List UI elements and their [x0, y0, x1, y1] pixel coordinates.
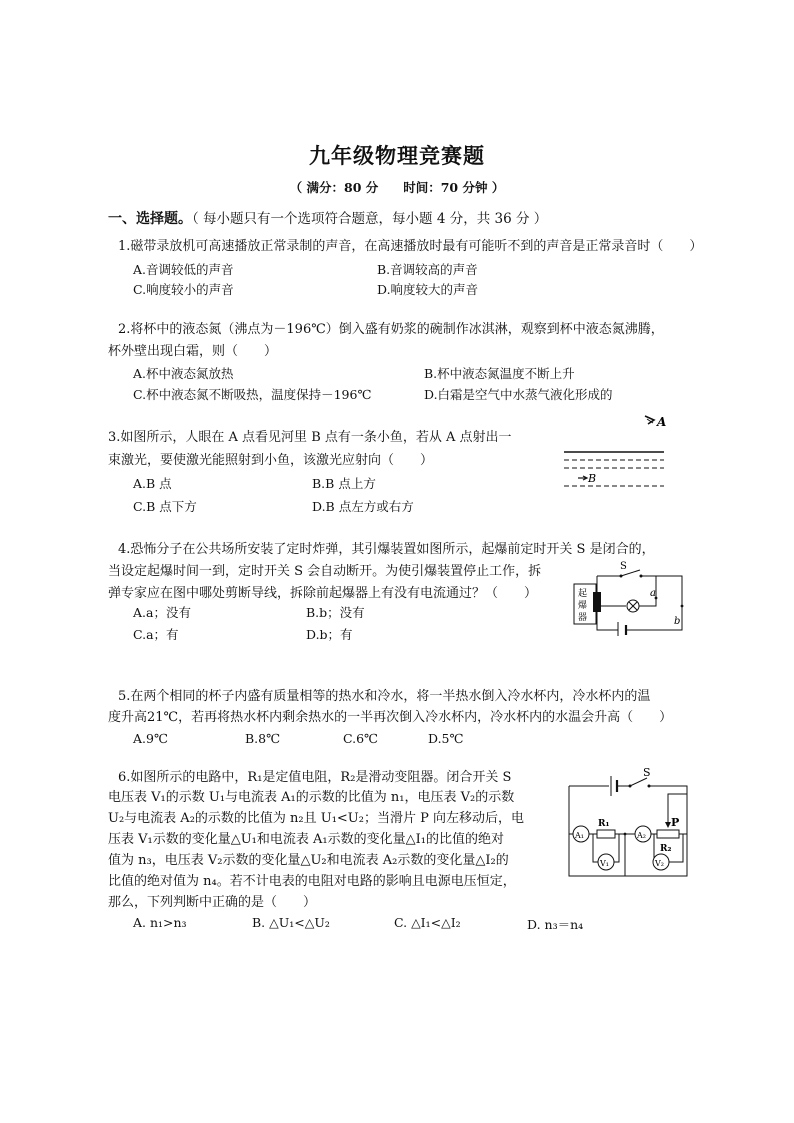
q4-option-c: C.a；有	[133, 627, 179, 642]
q4-line-1: 4.恐怖分子在公共场所安装了定时炸弹，其引爆装置如图所示，起爆前定时开关 S 是闭合的，	[118, 542, 655, 557]
q2-option-c: C.杯中液态氮不断吸热，温度保持－196℃	[133, 387, 372, 402]
fig-detonator-1: 起	[578, 589, 588, 599]
q3-line-2: 束激光，要使激光能照射到小鱼，该激光应射向（ ）	[108, 453, 434, 468]
q2-option-d: D.白霜是空气中水蒸气液化形成的	[424, 387, 613, 402]
fig-label-v1: V₁	[600, 859, 609, 868]
q3-line-1: 3.如图所示，人眼在 A 点看见河里 B 点有一条小鱼，若从 A 点射出一	[108, 430, 512, 445]
q4-line-2: 当设定起爆时间一到，定时开关 S 会自动断开。为使引爆装置停止工作，拆	[108, 564, 542, 579]
q3-option-c: C.B 点下方	[133, 499, 197, 514]
q3-option-a: A.B 点	[133, 476, 172, 491]
fig-label-v2: V₂	[655, 859, 664, 868]
fig-detonator-2: 爆	[578, 601, 588, 611]
q5-option-a: A.9℃	[133, 731, 168, 746]
q6-line-4: 压表 V₁示数的变化量△U₁和电流表 A₁示数的变化量△I₁的比值的绝对	[108, 832, 504, 847]
resistor-icon	[593, 592, 601, 612]
section-label: 一、选择题。	[108, 211, 192, 227]
fig-label-b: b	[674, 616, 681, 627]
q1-option-b: B.音调较高的声音	[377, 262, 478, 277]
fig-detonator-3: 器	[578, 613, 588, 623]
fig-label-r2: R₂	[660, 844, 672, 854]
q5-line-1: 5.在两个相同的杯子内盛有质量相等的热水和冷水，将一半热水倒入冷水杯内，冷水杯内的温	[118, 689, 651, 704]
q6-line-5: 值为 n₃，电压表 V₂示数的变化量△U₂和电流表 A₂示数的变化量△I₂的	[108, 853, 509, 868]
rheostat-r2	[657, 830, 679, 838]
fig-label-s: S	[643, 766, 651, 779]
fig-label-a: a	[650, 588, 656, 599]
q4-option-a: A.a；没有	[133, 605, 191, 620]
q5-option-d: D.5℃	[428, 731, 464, 746]
q6-figure-circuit	[563, 764, 693, 882]
page-title: 九年级物理竞赛题	[309, 144, 485, 168]
switch-icon	[629, 778, 651, 788]
q6-option-c: C. △I₁<△I₂	[394, 915, 461, 930]
battery-icon	[611, 776, 617, 796]
fig-label-s: S	[620, 561, 627, 572]
q2-option-b: B.杯中液态氮温度不断上升	[424, 366, 575, 381]
fig-label-p: P	[671, 816, 680, 829]
q2-line-1: 2.将杯中的液态氮（沸点为－196℃）倒入盛有奶浆的碗制作冰淇淋，观察到杯中液态氮沸腾，	[118, 322, 664, 337]
fig-label-b: B	[588, 472, 597, 485]
q1-stem: 1.磁带录放机可高速播放正常录制的声音，在高速播放时最有可能听不到的声音是正常录音时（ ）	[118, 239, 703, 254]
q3-option-b: B.B 点上方	[312, 476, 376, 491]
fig-label-a: A	[657, 415, 667, 429]
q6-line-3: U₂与电流表 A₂的示数的比值为 n₂且 U₁<U₂；当滑片 P 向左移动后，电	[108, 811, 524, 826]
q6-line-2: 电压表 V₁的示数 U₁与电流表 A₁的示数的比值为 n₁，电压表 V₂的示数	[108, 790, 515, 805]
q2-option-a: A.杯中液态氮放热	[133, 366, 234, 381]
fig-label-r1: R₁	[598, 819, 610, 829]
q5-line-2: 度升高21℃，若再将热水杯内剩余热水的一半再次倒入冷水杯内，冷水杯内的水温会升高（ ）	[108, 710, 673, 725]
fig-label-a1: A₁	[575, 831, 584, 840]
fig-label-a2: A₂	[637, 831, 646, 840]
q6-option-b: B. △U₁<△U₂	[252, 915, 330, 930]
section-note: （ 每小题只有一个选项符合题意，每小题 4 分，共 36 分 ）	[192, 211, 548, 227]
q4-figure-bomb-circuit	[570, 558, 690, 636]
q3-option-d: D.B 点左方或右方	[312, 499, 414, 514]
q1-option-c: C.响度较小的声音	[133, 282, 234, 297]
q6-option-a: A. n₁>n₃	[133, 915, 187, 930]
lamp-icon	[627, 600, 639, 612]
q4-option-b: B.b；没有	[306, 605, 365, 620]
battery-icon	[618, 622, 626, 636]
q6-option-d: D. n₃＝n₄	[527, 917, 584, 932]
eye-icon	[645, 416, 654, 424]
q6-line-1: 6.如图所示的电路中，R₁是定值电阻，R₂是滑动变阻器。闭合开关 S	[118, 770, 512, 785]
q3-figure-river	[556, 406, 676, 496]
section-heading	[108, 207, 547, 228]
exam-meta: （ 满分：80 分 时间：70 分钟 ）	[289, 180, 505, 195]
resistor-r1	[597, 830, 615, 838]
q5-option-b: B.8℃	[245, 731, 281, 746]
q5-option-c: C.6℃	[343, 731, 379, 746]
q6-line-7: 那么，下列判断中正确的是（ ）	[108, 895, 317, 910]
q1-option-a: A.音调较低的声音	[133, 262, 234, 277]
q2-line-2: 杯外壁出现白霜，则（ ）	[108, 344, 278, 359]
fish-icon	[578, 476, 587, 480]
q4-line-3: 弹专家应在图中哪处剪断导线，拆除前起爆器上有没有电流通过？（ ）	[108, 586, 538, 601]
q6-line-6: 比值的绝对值为 n₄。若不计电表的电阻对电路的影响且电源电压恒定，	[108, 874, 516, 889]
q4-option-d: D.b；有	[306, 627, 353, 642]
q1-option-d: D.响度较大的声音	[377, 282, 479, 297]
